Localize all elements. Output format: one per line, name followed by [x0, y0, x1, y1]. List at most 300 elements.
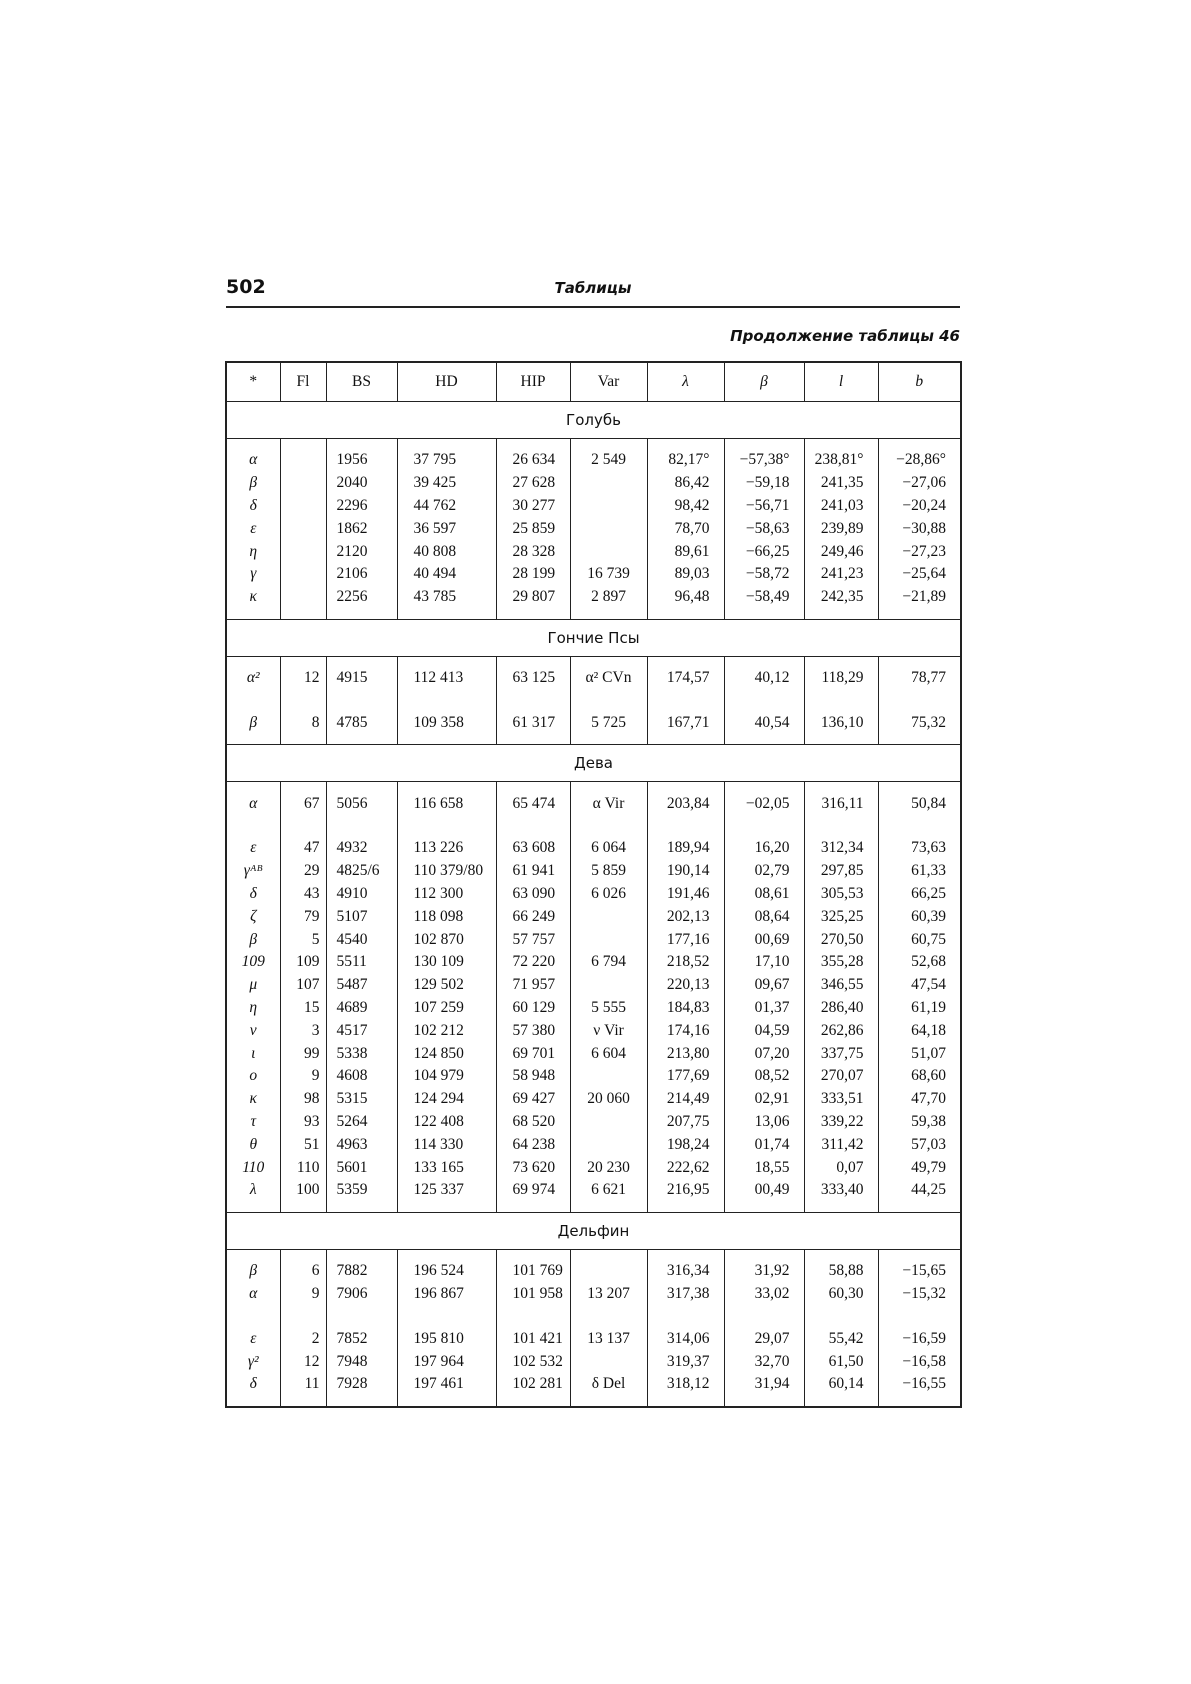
cell-fl [280, 472, 326, 495]
cell-l: 337,75 [804, 1042, 878, 1065]
cell-bs: 5107 [326, 905, 397, 928]
cell-fl: 107 [280, 974, 326, 997]
cell-star: 109 [226, 951, 280, 974]
cell-hd: 102 870 [397, 928, 496, 951]
cell-b: −15,65 [878, 1260, 961, 1283]
cell-beta: 09,67 [724, 974, 804, 997]
spacer-cell [804, 689, 878, 711]
spacer-cell [326, 1202, 397, 1213]
cell-bs: 5264 [326, 1111, 397, 1134]
cell-b: −27,06 [878, 472, 961, 495]
cell-l: 0,07 [804, 1156, 878, 1179]
spacer-cell [804, 609, 878, 620]
spacer-cell [570, 689, 647, 711]
cell-hip: 101 769 [496, 1260, 570, 1283]
cell-hd: 122 408 [397, 1111, 496, 1134]
cell-hd: 113 226 [397, 837, 496, 860]
cell-beta: 40,12 [724, 667, 804, 690]
spacer-cell [226, 656, 280, 667]
spacer-cell [570, 656, 647, 667]
spacer-row [226, 1202, 961, 1213]
cell-fl: 9 [280, 1065, 326, 1088]
cell-beta: 00,49 [724, 1179, 804, 1202]
table-row [226, 1065, 961, 1088]
table-row [226, 928, 961, 951]
cell-lambda: 189,94 [647, 837, 724, 860]
cell-hd: 124 850 [397, 1042, 496, 1065]
cell-star: ο [226, 1065, 280, 1088]
spacer-cell [326, 1305, 397, 1327]
cell-l: 297,85 [804, 860, 878, 883]
cell-lambda: 184,83 [647, 997, 724, 1020]
cell-hd: 195 810 [397, 1327, 496, 1350]
spacer-row [226, 1305, 961, 1327]
cell-hd: 116 658 [397, 792, 496, 815]
cell-bs: 2256 [326, 586, 397, 609]
page-header [226, 276, 960, 308]
spacer-row [226, 656, 961, 667]
spacer-cell [226, 1305, 280, 1327]
cell-beta: 04,59 [724, 1019, 804, 1042]
cell-beta: −58,49 [724, 586, 804, 609]
cell-b: 68,60 [878, 1065, 961, 1088]
spacer-cell [570, 439, 647, 450]
spacer-cell [280, 815, 326, 837]
spacer-cell [570, 1305, 647, 1327]
table-row [226, 792, 961, 815]
cell-beta: −59,18 [724, 472, 804, 495]
cell-fl: 79 [280, 905, 326, 928]
spacer-cell [397, 734, 496, 745]
spacer-cell [804, 1249, 878, 1260]
cell-bs: 4915 [326, 667, 397, 690]
column-header: β [724, 362, 804, 402]
cell-bs: 5315 [326, 1088, 397, 1111]
cell-l: 339,22 [804, 1111, 878, 1134]
spacer-cell [280, 439, 326, 450]
cell-fl [280, 586, 326, 609]
cell-fl: 47 [280, 837, 326, 860]
cell-star: β [226, 472, 280, 495]
cell-star: β [226, 1260, 280, 1283]
cell-var: 20 060 [570, 1088, 647, 1111]
column-header: HD [397, 362, 496, 402]
cell-var [570, 540, 647, 563]
cell-lambda: 222,62 [647, 1156, 724, 1179]
spacer-cell [878, 656, 961, 667]
column-header: BS [326, 362, 397, 402]
cell-fl: 2 [280, 1327, 326, 1350]
cell-star: ε [226, 1327, 280, 1350]
cell-hip: 73 620 [496, 1156, 570, 1179]
spacer-cell [724, 1249, 804, 1260]
cell-hd: 107 259 [397, 997, 496, 1020]
cell-lambda: 319,37 [647, 1350, 724, 1373]
spacer-cell [280, 1396, 326, 1407]
table-row [226, 540, 961, 563]
cell-bs: 1862 [326, 517, 397, 540]
cell-beta: 31,92 [724, 1260, 804, 1283]
spacer-cell [878, 609, 961, 620]
table-row [226, 1133, 961, 1156]
table-row [226, 711, 961, 734]
cell-beta: 32,70 [724, 1350, 804, 1373]
cell-hip: 69 427 [496, 1088, 570, 1111]
spacer-cell [570, 782, 647, 793]
cell-b: 49,79 [878, 1156, 961, 1179]
cell-hd: 110 379/80 [397, 860, 496, 883]
cell-lambda: 167,71 [647, 711, 724, 734]
cell-lambda: 174,57 [647, 667, 724, 690]
cell-fl: 110 [280, 1156, 326, 1179]
table-row [226, 1042, 961, 1065]
cell-lambda: 203,84 [647, 792, 724, 815]
cell-b: 47,54 [878, 974, 961, 997]
spacer-cell [397, 1396, 496, 1407]
cell-bs: 5487 [326, 974, 397, 997]
cell-star: δ [226, 495, 280, 518]
column-header: HIP [496, 362, 570, 402]
cell-beta: −66,25 [724, 540, 804, 563]
cell-var [570, 905, 647, 928]
cell-var: 13 137 [570, 1327, 647, 1350]
page-number: 502 [226, 276, 266, 298]
spacer-cell [280, 689, 326, 711]
spacer-row [226, 609, 961, 620]
table-row [226, 1283, 961, 1306]
cell-beta: −57,38° [724, 449, 804, 472]
spacer-cell [280, 1305, 326, 1327]
cell-var: α Vir [570, 792, 647, 815]
cell-hd: 43 785 [397, 586, 496, 609]
table-row [226, 1350, 961, 1373]
cell-b: −27,23 [878, 540, 961, 563]
cell-bs: 4785 [326, 711, 397, 734]
spacer-cell [878, 439, 961, 450]
spacer-cell [226, 439, 280, 450]
cell-beta: 08,64 [724, 905, 804, 928]
cell-star: δ [226, 883, 280, 906]
cell-var: δ Del [570, 1373, 647, 1396]
cell-hd: 196 867 [397, 1283, 496, 1306]
cell-b: −16,58 [878, 1350, 961, 1373]
cell-hd: 37 795 [397, 449, 496, 472]
cell-var: 2 549 [570, 449, 647, 472]
constellation-name: Дева [226, 745, 961, 782]
table-row [226, 1179, 961, 1202]
table-row [226, 860, 961, 883]
cell-l: 241,23 [804, 563, 878, 586]
cell-bs: 7906 [326, 1283, 397, 1306]
cell-bs: 4689 [326, 997, 397, 1020]
cell-b: 61,33 [878, 860, 961, 883]
cell-hd: 197 964 [397, 1350, 496, 1373]
column-header: * [226, 362, 280, 402]
cell-star: κ [226, 1088, 280, 1111]
cell-hd: 40 494 [397, 563, 496, 586]
cell-l: 238,81° [804, 449, 878, 472]
column-header: λ [647, 362, 724, 402]
spacer-cell [326, 1249, 397, 1260]
cell-fl: 99 [280, 1042, 326, 1065]
cell-bs: 4963 [326, 1133, 397, 1156]
cell-bs: 5056 [326, 792, 397, 815]
cell-hip: 102 532 [496, 1350, 570, 1373]
cell-b: 50,84 [878, 792, 961, 815]
spacer-row [226, 1249, 961, 1260]
cell-star: ε [226, 837, 280, 860]
cell-fl [280, 449, 326, 472]
table-row [226, 472, 961, 495]
cell-bs: 4608 [326, 1065, 397, 1088]
cell-hd: 112 413 [397, 667, 496, 690]
cell-star: γ [226, 563, 280, 586]
cell-hip: 63 608 [496, 837, 570, 860]
spacer-cell [496, 1396, 570, 1407]
spacer-cell [724, 1396, 804, 1407]
spacer-cell [326, 782, 397, 793]
cell-b: 61,19 [878, 997, 961, 1020]
cell-var: 6 604 [570, 1042, 647, 1065]
cell-bs: 4910 [326, 883, 397, 906]
cell-lambda: 78,70 [647, 517, 724, 540]
spacer-cell [226, 815, 280, 837]
cell-b: −21,89 [878, 586, 961, 609]
cell-lambda: 98,42 [647, 495, 724, 518]
spacer-cell [804, 734, 878, 745]
cell-hip: 101 421 [496, 1327, 570, 1350]
cell-fl: 43 [280, 883, 326, 906]
spacer-cell [496, 689, 570, 711]
cell-var [570, 1065, 647, 1088]
table-body [226, 402, 961, 1407]
spacer-cell [724, 439, 804, 450]
cell-var: 6 026 [570, 883, 647, 906]
cell-fl: 9 [280, 1283, 326, 1306]
cell-bs: 2040 [326, 472, 397, 495]
spacer-cell [226, 734, 280, 745]
cell-bs: 7852 [326, 1327, 397, 1350]
section-header-row [226, 1212, 961, 1249]
cell-hip: 102 281 [496, 1373, 570, 1396]
cell-b: 51,07 [878, 1042, 961, 1065]
table-caption: Продолжение таблицы 46 [730, 327, 960, 345]
cell-b: 52,68 [878, 951, 961, 974]
table-row [226, 905, 961, 928]
cell-hip: 61 317 [496, 711, 570, 734]
cell-hip: 71 957 [496, 974, 570, 997]
cell-beta: 18,55 [724, 1156, 804, 1179]
spacer-cell [397, 439, 496, 450]
cell-hip: 27 628 [496, 472, 570, 495]
cell-fl: 6 [280, 1260, 326, 1283]
cell-var [570, 1111, 647, 1134]
cell-hip: 72 220 [496, 951, 570, 974]
cell-fl: 8 [280, 711, 326, 734]
cell-star: β [226, 711, 280, 734]
spacer-cell [397, 656, 496, 667]
spacer-cell [724, 782, 804, 793]
cell-hip: 26 634 [496, 449, 570, 472]
spacer-cell [280, 656, 326, 667]
column-header: l [804, 362, 878, 402]
spacer-cell [326, 439, 397, 450]
cell-fl: 12 [280, 1350, 326, 1373]
spacer-cell [878, 1202, 961, 1213]
spacer-cell [326, 734, 397, 745]
cell-lambda: 96,48 [647, 586, 724, 609]
cell-var [570, 1260, 647, 1283]
section-header-row [226, 402, 961, 439]
column-header: Fl [280, 362, 326, 402]
cell-b: 60,39 [878, 905, 961, 928]
cell-star: α [226, 1283, 280, 1306]
cell-lambda: 213,80 [647, 1042, 724, 1065]
cell-b: −15,32 [878, 1283, 961, 1306]
cell-hd: 114 330 [397, 1133, 496, 1156]
cell-bs: 5359 [326, 1179, 397, 1202]
cell-hd: 102 212 [397, 1019, 496, 1042]
spacer-cell [397, 815, 496, 837]
table-row [226, 1111, 961, 1134]
table-row [226, 563, 961, 586]
cell-beta: −56,71 [724, 495, 804, 518]
cell-beta: 07,20 [724, 1042, 804, 1065]
spacer-cell [647, 815, 724, 837]
cell-bs: 7948 [326, 1350, 397, 1373]
cell-beta: 13,06 [724, 1111, 804, 1134]
cell-lambda: 317,38 [647, 1283, 724, 1306]
cell-l: 239,89 [804, 517, 878, 540]
spacer-cell [326, 689, 397, 711]
spacer-cell [878, 782, 961, 793]
cell-bs: 4932 [326, 837, 397, 860]
cell-fl [280, 517, 326, 540]
spacer-row [226, 439, 961, 450]
cell-lambda: 177,69 [647, 1065, 724, 1088]
spacer-cell [647, 689, 724, 711]
spacer-cell [397, 1202, 496, 1213]
cell-b: 73,63 [878, 837, 961, 860]
spacer-cell [226, 609, 280, 620]
cell-lambda: 191,46 [647, 883, 724, 906]
table-row [226, 951, 961, 974]
cell-bs: 5601 [326, 1156, 397, 1179]
cell-lambda: 216,95 [647, 1179, 724, 1202]
cell-l: 270,50 [804, 928, 878, 951]
cell-bs: 2106 [326, 563, 397, 586]
cell-l: 60,14 [804, 1373, 878, 1396]
spacer-cell [280, 782, 326, 793]
spacer-cell [804, 1202, 878, 1213]
table-row [226, 1327, 961, 1350]
cell-beta: 08,61 [724, 883, 804, 906]
spacer-cell [804, 815, 878, 837]
cell-star: ε [226, 517, 280, 540]
cell-beta: 02,91 [724, 1088, 804, 1111]
cell-var: 13 207 [570, 1283, 647, 1306]
spacer-cell [647, 439, 724, 450]
cell-lambda: 89,03 [647, 563, 724, 586]
cell-beta: 01,74 [724, 1133, 804, 1156]
spacer-row [226, 734, 961, 745]
cell-l: 325,25 [804, 905, 878, 928]
cell-star: θ [226, 1133, 280, 1156]
cell-b: 59,38 [878, 1111, 961, 1134]
cell-hd: 196 524 [397, 1260, 496, 1283]
spacer-cell [647, 1249, 724, 1260]
cell-hd: 124 294 [397, 1088, 496, 1111]
cell-hd: 109 358 [397, 711, 496, 734]
spacer-cell [647, 1305, 724, 1327]
cell-var: 20 230 [570, 1156, 647, 1179]
cell-hip: 60 129 [496, 997, 570, 1020]
cell-bs: 4517 [326, 1019, 397, 1042]
cell-hd: 36 597 [397, 517, 496, 540]
cell-beta: −58,72 [724, 563, 804, 586]
spacer-cell [326, 815, 397, 837]
cell-lambda: 318,12 [647, 1373, 724, 1396]
table-row [226, 997, 961, 1020]
cell-hip: 28 199 [496, 563, 570, 586]
spacer-cell [570, 1396, 647, 1407]
cell-lambda: 207,75 [647, 1111, 724, 1134]
cell-fl: 3 [280, 1019, 326, 1042]
cell-var [570, 974, 647, 997]
table-row [226, 1088, 961, 1111]
spacer-cell [496, 1305, 570, 1327]
spacer-cell [724, 689, 804, 711]
cell-var [570, 517, 647, 540]
cell-beta: −58,63 [724, 517, 804, 540]
cell-beta: 00,69 [724, 928, 804, 951]
spacer-cell [804, 1396, 878, 1407]
cell-lambda: 89,61 [647, 540, 724, 563]
cell-bs: 4540 [326, 928, 397, 951]
cell-l: 60,30 [804, 1283, 878, 1306]
cell-hd: 129 502 [397, 974, 496, 997]
cell-l: 312,34 [804, 837, 878, 860]
spacer-cell [226, 782, 280, 793]
table-row [226, 667, 961, 690]
cell-beta: 40,54 [724, 711, 804, 734]
cell-bs: 7882 [326, 1260, 397, 1283]
spacer-cell [804, 439, 878, 450]
cell-star: 110 [226, 1156, 280, 1179]
spacer-cell [878, 689, 961, 711]
cell-b: −16,59 [878, 1327, 961, 1350]
cell-l: 333,40 [804, 1179, 878, 1202]
cell-hip: 57 757 [496, 928, 570, 951]
cell-beta: 29,07 [724, 1327, 804, 1350]
cell-beta: 02,79 [724, 860, 804, 883]
cell-hip: 63 125 [496, 667, 570, 690]
cell-hd: 39 425 [397, 472, 496, 495]
cell-bs: 5338 [326, 1042, 397, 1065]
spacer-cell [397, 1249, 496, 1260]
cell-var: 6 621 [570, 1179, 647, 1202]
star-catalog-table [225, 361, 962, 1408]
cell-fl: 11 [280, 1373, 326, 1396]
cell-l: 346,55 [804, 974, 878, 997]
cell-beta: 17,10 [724, 951, 804, 974]
spacer-cell [570, 815, 647, 837]
table-header-row [226, 362, 961, 402]
cell-star: γ² [226, 1350, 280, 1373]
cell-lambda: 174,16 [647, 1019, 724, 1042]
table-row [226, 883, 961, 906]
cell-star: γᴬᴮ [226, 860, 280, 883]
